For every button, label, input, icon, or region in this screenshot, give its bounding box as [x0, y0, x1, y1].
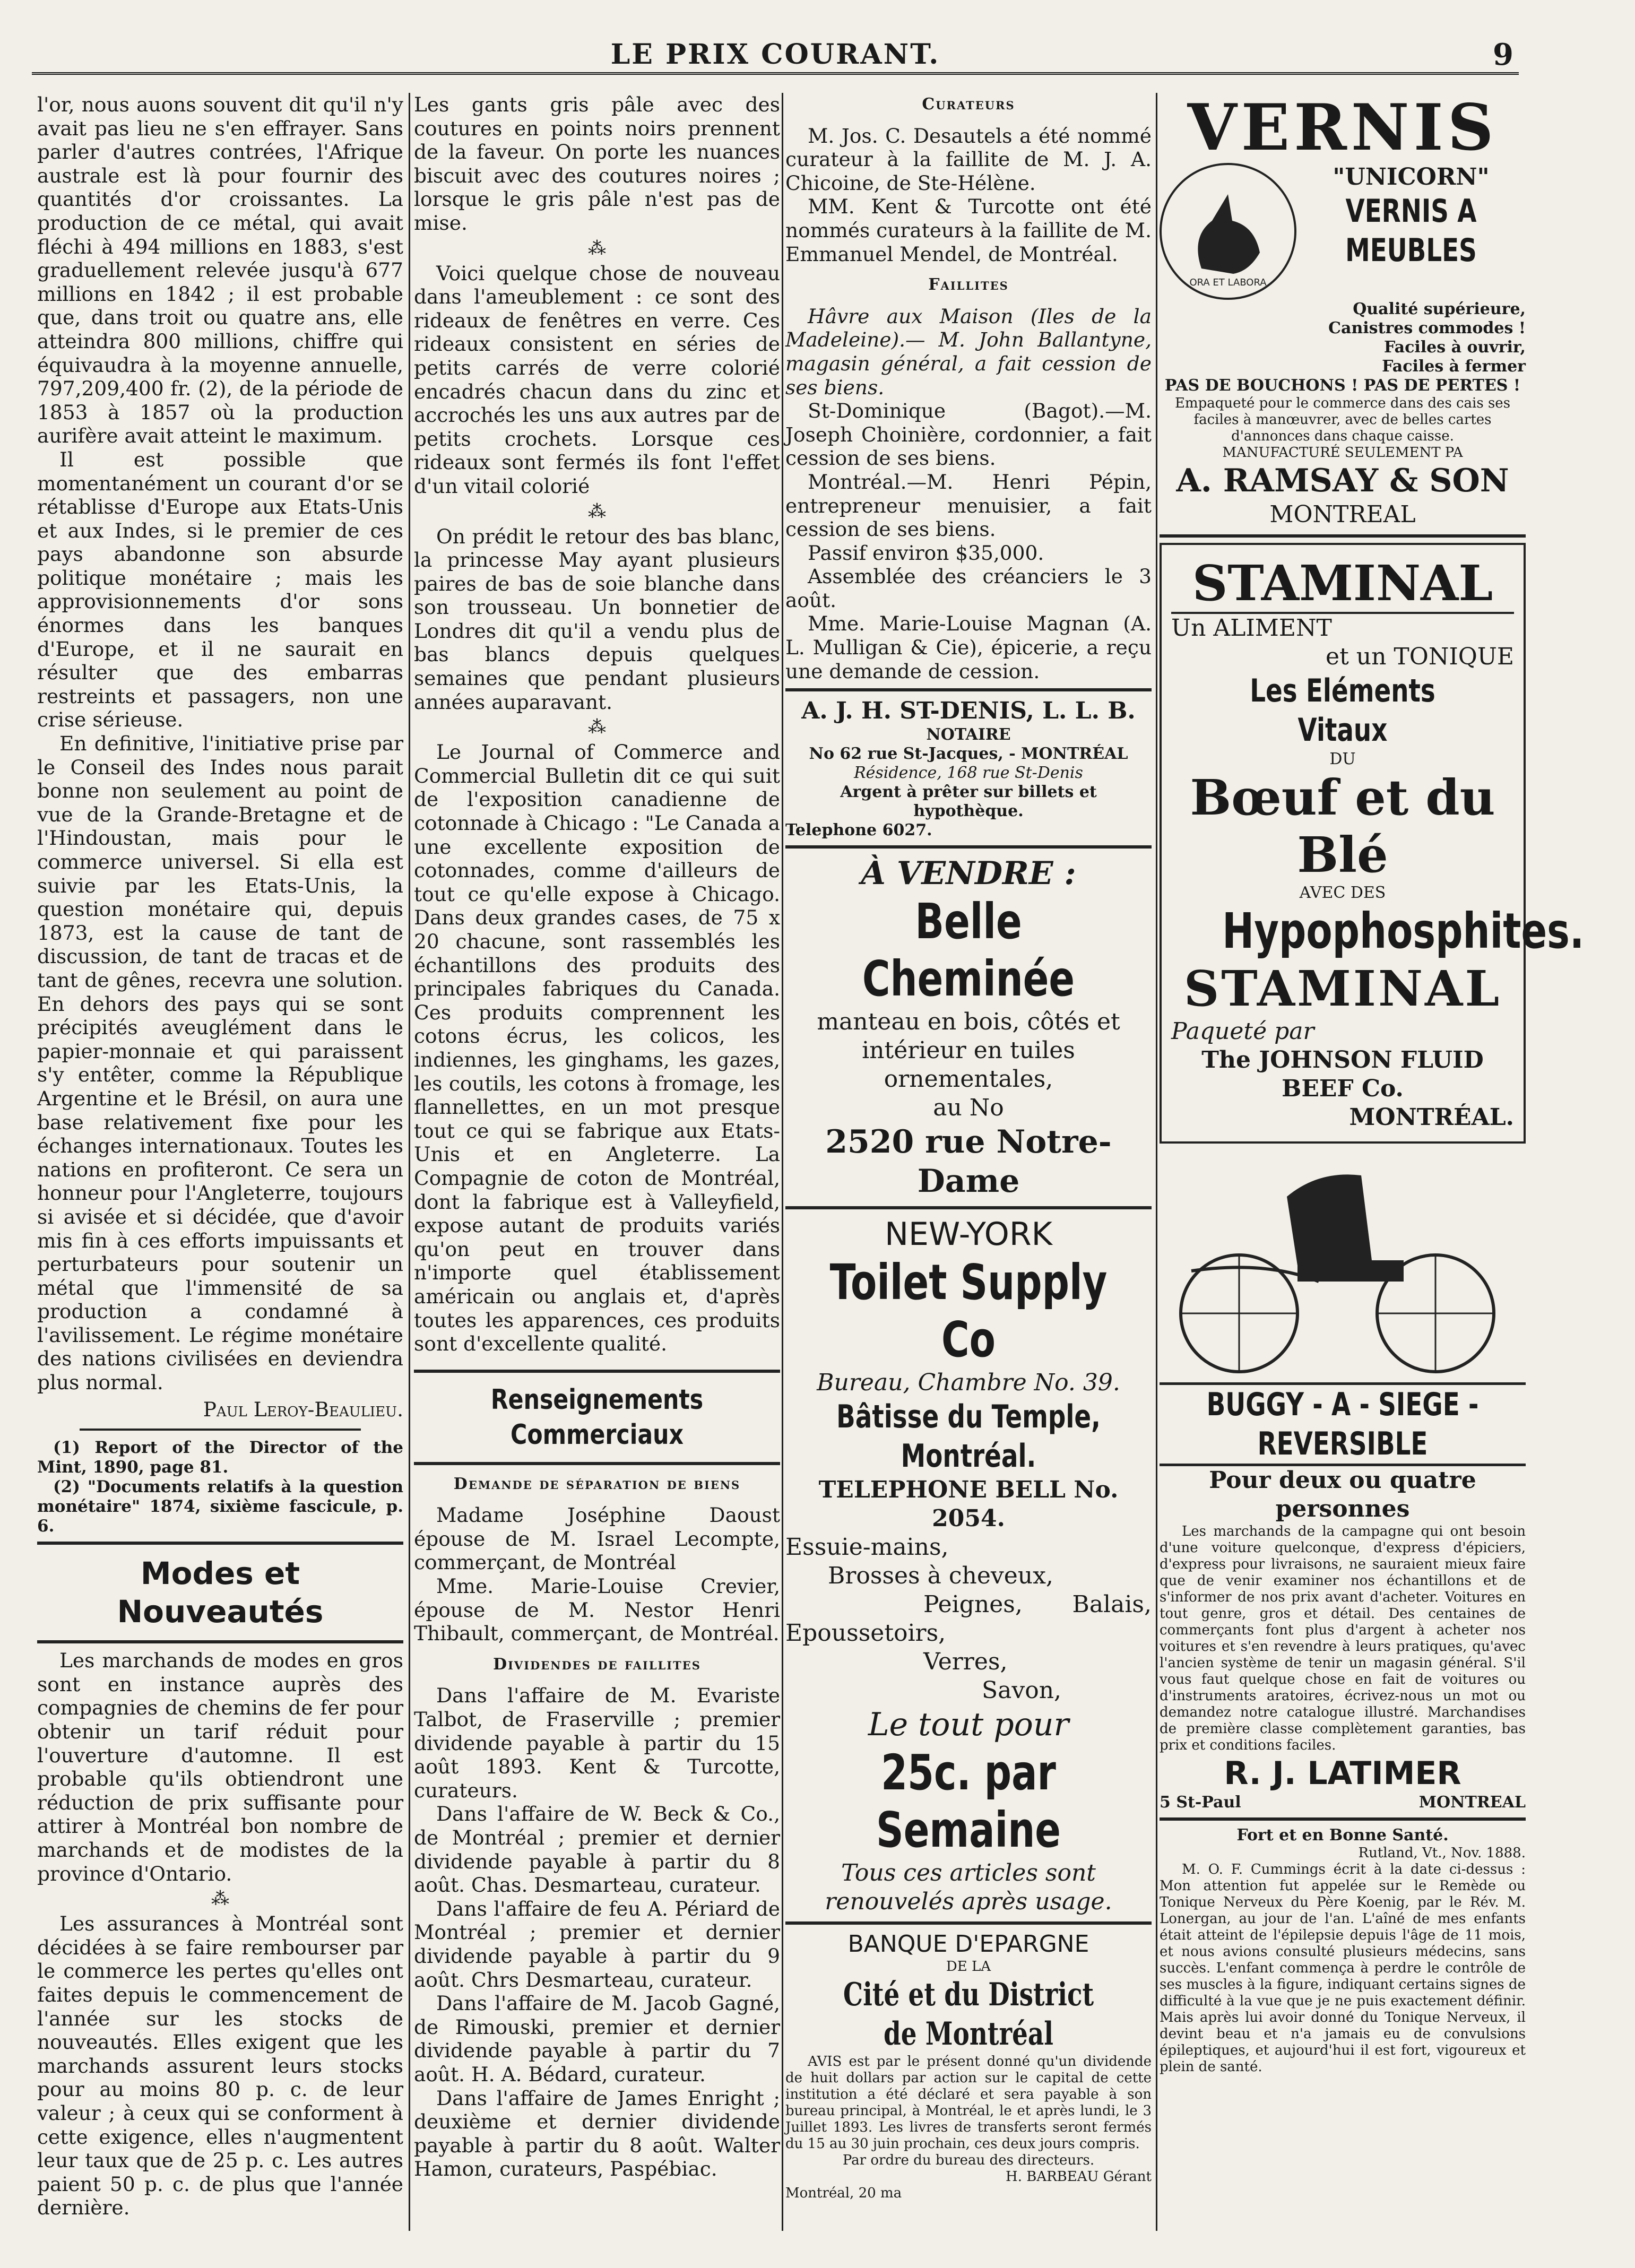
- staminal-title: STAMINAL: [1183, 960, 1502, 1017]
- notaire-residence: Résidence, 168 rue St-Denis: [854, 764, 1083, 783]
- unicorn-logo: [1170, 173, 1286, 290]
- ad-text: Les Eléments Vitaux: [1250, 672, 1435, 749]
- notice-paragraph: Assemblée des créanciers le 3 août.: [785, 565, 1152, 612]
- bank-city: Cité et du District de Montréal: [843, 1976, 1094, 2053]
- article-paragraph: l'or, nous auons souvent dit qu'il n'y avait pas lieu ne s'en effrayer. Sans parler d'autres contrées, l'Afrique australe est là pour fournir des quantités d'or croissantes. La production de ce métal, qui avait fléchi à 494 millions en 1883, s'est graduellement relevée jusqu'à 677 millions en 1842 ; il est probable que, dans troit ou quatre ans, elle atteindra 800 millions, chiffre qui équivaudra à la moyenne annuelle, 797,209,400 fr. (2), de la période de 1853 à 1857 où la production aurifère avait atteint le maximum.: [37, 93, 403, 448]
- ad-text: Le tout pour: [868, 1706, 1069, 1744]
- column-1: [37, 93, 403, 2231]
- newspaper-title: LE PRIX COURANT.: [610, 38, 940, 71]
- ad-item: Essuie-mains,: [785, 1534, 949, 1561]
- notice-paragraph: Montréal.—M. Henri Pépin, entrepreneur menuisier, a fait cession de ses biens.: [785, 470, 1152, 541]
- divider: [1160, 534, 1526, 538]
- vernis-meubles: VERNIS A MEUBLES: [1345, 193, 1477, 269]
- footnote: (2) "Documents relatifs à la question monétaire" 1874, sixième fascicule, p. 6.: [37, 1477, 403, 1536]
- latimer-name: R. J. LATIMER: [1224, 1754, 1461, 1792]
- article-paragraph: Les gants gris pâle avec des coutures en points noirs prennent de la faveur. On porte les nuances biscuit avec des coutures noires ; lorsque le gris pâle n'est pas de mise.: [414, 93, 780, 235]
- divider: [414, 1462, 780, 1465]
- ad-address: 2520 rue Notre-Dame: [825, 1123, 1112, 1200]
- ad-building: Bâtisse du Temple, Montréal.: [836, 1398, 1101, 1475]
- ad-text: Un ALIMENT: [1171, 614, 1332, 642]
- notice-paragraph: St-Dominique (Bagot).—M. Joseph Choinière, cordonnier, a fait cession de ses biens.: [785, 399, 1152, 470]
- notice-paragraph: MM. Kent & Turcotte ont été nommés curateurs à la faillite de M. Emmanuel Mendel, de Montréal.: [785, 195, 1152, 266]
- bank-manager: H. BARBEAU Gérant: [1006, 2169, 1152, 2185]
- article-paragraph: Voici quelque chose de nouveau dans l'ameublement : ce sont des rideaux de fenêtres en verre. Ces rideaux consistent en séries de petits carrés de verre colorié encadrés chacun dans du zinc et accrochés les uns aux autres par de petits crochets. Lorsque ces rideaux sont fermés ils font l'effet d'un vitail colorié: [414, 261, 780, 498]
- toilet-supply-ad: [785, 1215, 1152, 1916]
- notice-paragraph: Dans l'affaire de M. Evariste Talbot, de Fraserville ; premier dividende payable à partir du 15 août 1893. Kent & Turcotte, curateurs.: [414, 1684, 780, 1802]
- notice-paragraph: Mme. Marie-Louise Magnan (A. L. Mulligan & Cie), épicerie, a reçu une demande de cession.: [785, 612, 1152, 683]
- bank-notice: AVIS est par le présent donné qu'un dividende de huit dollars par action sur le capital de cette institution a été déclaré et sera payable à son bureau principal, à Montréal, le et après lundi, le 3 Juillet 1893. Les livres de transferts seront fermés du 15 au 30 juin prochain, ces deux jours compris.: [785, 2054, 1152, 2152]
- subsection-heading: Demande de séparation de biens: [453, 1474, 741, 1493]
- buggy-illustration: [1160, 1154, 1526, 1377]
- vernis-ad: [1160, 90, 1526, 529]
- notice-paragraph: Dans l'affaire de feu A. Périard de Montréal ; premier et dernier dividende payable à partir du 9 août. Chrs Desmarteau, curateur.: [414, 1897, 780, 1992]
- divider: [785, 1921, 1152, 1925]
- testimonial-place: Rutland, Vt., Nov. 1888.: [1358, 1845, 1526, 1861]
- notice-paragraph: Mme. Marie-Louise Crevier, épouse de M. Nestor Henri Thibault, commerçant, de Montréal.: [414, 1574, 780, 1646]
- notaire-ad: [785, 697, 1152, 840]
- ad-slogan: PAS DE BOUCHONS ! PAS DE PERTES !: [1164, 376, 1521, 395]
- unicorn-label: "UNICORN": [1333, 163, 1490, 191]
- ad-heading: VERNIS: [1187, 90, 1498, 165]
- cheminee-ad: [785, 854, 1152, 1201]
- ad-company: Toilet Supply Co: [829, 1254, 1108, 1369]
- column-rule: [409, 93, 410, 2231]
- testimonial-title: Fort et en Bonne Santé.: [1236, 1825, 1449, 1845]
- ad-text: DU: [1329, 750, 1356, 768]
- ad-item: Savon,: [982, 1677, 1062, 1704]
- ad-text: Paqueté par: [1171, 1018, 1314, 1045]
- ad-text: Tous ces articles sont renouvelés après usage.: [825, 1859, 1112, 1916]
- vernis-row: [1160, 163, 1526, 300]
- notice-paragraph: Dans l'affaire de W. Beck & Co., de Montréal ; premier et dernier dividende payable à partir du 8 août. Chas. Desmarteau, curateur.: [414, 1802, 780, 1897]
- bank-de-la: DE LA: [946, 1959, 991, 1975]
- article-paragraph: On prédit le retour des bas blanc, la princesse May ayant plusieurs paires de bas de soie blanche dans son trousseau. Un bonnetier de Londres dit qu'il a vendu plus de bas blancs depuis quelques semaines que pendant plusieurs années auparavant.: [414, 524, 780, 714]
- ad-city: MONTRÉAL.: [1349, 1104, 1514, 1131]
- footnote: (1) Report of the Director of the Mint, 1890, page 81.: [37, 1438, 403, 1477]
- divider: [785, 1206, 1152, 1209]
- ad-manuf: MANUFACTURÉ SEULEMENT PA: [1222, 445, 1463, 461]
- ad-item: Brosses à cheveux,: [828, 1562, 1053, 1590]
- quality-line: Faciles à ouvrir,: [1384, 338, 1526, 357]
- buggy-ad: [1160, 1154, 1526, 1812]
- asterism: ⁂: [588, 237, 606, 259]
- subsection-heading: Dividendes de faillites: [493, 1655, 701, 1674]
- ad-city: NEW-YORK: [885, 1216, 1052, 1253]
- article-paragraph: En definitive, l'initiative prise par le Conseil des Indes nous parait bonne non seulement au point de vue de la Grande-Bretagne et de l'Hindoustan, mais pour le commerce universel. Si ella est suivie par les Etats-Unis, la question monétaire qui, depuis 1873, est la cause de tant de discussion, de tant de tracas et de tant de gênes, recevra une solution. En dehors des pays qui se sont précipités aveuglément dans le papier-monnaie et qui paraissent s'y entêter, comme la République Argentine et le Brésil, on aura une base relativement fixe pour les échanges internationaux. Toutes les nations en profiteront. Ce sera un honneur pour l'Angleterre, toujours si avisée et si décidée, que d'avoir mis fin à ces efforts impuissants et perturbateurs pour soutenir un métal que l'immensité de sa production a condamné à l'avilissement. Le régime monétaire des nations civilisées en deviendra plus normal.: [37, 732, 403, 1395]
- notice-paragraph: Dans l'affaire de James Enright ; deuxième et dernier dividende payable à partir du 8 août. Walter Hamon, curateurs, Paspébiac.: [414, 2086, 780, 2181]
- subsection-heading: Curateurs: [922, 95, 1015, 114]
- ad-text: et un TONIQUE: [1326, 643, 1514, 670]
- ad-text: AVEC DES: [1299, 884, 1386, 902]
- column-2: [414, 93, 780, 2231]
- divider: [37, 1542, 403, 1545]
- divider: [1160, 1817, 1526, 1821]
- bank-name: BANQUE D'EPARGNE: [847, 1931, 1089, 1958]
- bank-order: Par ordre du bureau des directeurs.: [842, 2152, 1095, 2169]
- ad-text: Hypophosphites.: [1222, 903, 1585, 959]
- ad-item: Epoussetoirs,: [785, 1620, 946, 1647]
- divider: [414, 1370, 780, 1373]
- article-signature: Paul Leroy-Beaulieu.: [203, 1397, 403, 1421]
- article-paragraph: Il est possible que momentanément un courant d'or se rétablisse d'Europe aux Etats-Unis et aux Indes, si le premier de ces pays abandonne son absurde politique monétaire ; mais les approvisionnements d'or sons énormes dans les banques d'Europe, et il ne saurait en résulter que des embarras restreints et passagers, non une crise sérieuse.: [37, 447, 403, 732]
- ad-price: 25c. par Semaine: [876, 1744, 1061, 1859]
- divider: [37, 1640, 403, 1643]
- asterism: ⁂: [211, 1888, 229, 1910]
- notice-paragraph: Dans l'affaire de M. Jacob Gagné, de Rimouski, premier et dernier dividende payable à partir du 7 août. H. A. Bédard, curateur.: [414, 1992, 780, 2086]
- ad-text: Empaqueté pour le commerce dans des cais ses faciles à manœuvrer, avec de belles cartes d'annonces dans chaque caisse.: [1174, 395, 1511, 444]
- article-paragraph: Les marchands de modes en gros sont en instance auprès des compagnies de chemins de fer pour obtenir un tarif réduit pour l'ouverture d'automne. Il est probable qu'ils obtiendront une réduction de prix suffisante pour attirer à Montréal bon nombre de marchands et de modistes de la province d'Ontario.: [37, 1649, 403, 1885]
- ad-description: manteau en bois, côtés et intérieur en tuiles ornementales,: [817, 1008, 1120, 1093]
- bank-date: Montréal, 20 ma: [785, 2185, 902, 2202]
- ad-item-row: Peignes, Balais,: [923, 1591, 1152, 1618]
- quality-line: Qualité supérieure,: [1353, 300, 1526, 318]
- staminal-title: STAMINAL: [1171, 555, 1514, 614]
- unicorn-icon: [1160, 163, 1296, 300]
- ad-company: The JOHNSON FLUID BEEF Co.: [1201, 1046, 1484, 1102]
- subsection-heading: Faillites: [928, 275, 1009, 295]
- banque-ad: [785, 1930, 1152, 2202]
- asterism: ⁂: [588, 716, 606, 738]
- buggy-subtitle: Pour deux ou quatre personnes: [1209, 1466, 1476, 1522]
- notice-paragraph: Madame Joséphine Daoust épouse de M. Israel Lecompte, commerçant, de Montréal: [414, 1503, 780, 1574]
- buggy-title: BUGGY - A - SIEGE - REVERSIBLE: [1160, 1382, 1526, 1466]
- section-title: Modes et Nouveautés: [117, 1555, 324, 1630]
- notaire-phone: Telephone 6027.: [785, 821, 932, 840]
- divider: [785, 688, 1152, 691]
- staminal-ad: [1160, 543, 1585, 1144]
- ad-text: Bœuf et du Blé: [1190, 769, 1495, 884]
- latimer-address: 5 St-Paul MONTREAL: [1160, 1793, 1526, 1812]
- ad-product: Belle Cheminée: [862, 893, 1075, 1008]
- notaire-title: NOTAIRE: [926, 725, 1011, 745]
- ad-item: Verres,: [923, 1648, 1008, 1676]
- notaire-loan: Argent à prêter sur billets et hypothèque.: [840, 783, 1097, 821]
- article-paragraph: Les assurances à Montréal sont décidées à se faire rembourser par le commerce les pertes qu'elles ont faites depuis le commencement de l'année sur les stocks de nouveautés. Elles exigent que les marchands assurent leurs stocks pour au moins 80 p. c. de leur valeur ; à ceux qui se conforment à cette exigence, elles n'augmentent leur taux que de 25 p. c. Les autres paient 50 p. c. de plus que l'année dernière.: [37, 1912, 403, 2220]
- ad-address-label: au No: [933, 1094, 1004, 1122]
- page-number: 9: [1493, 37, 1513, 72]
- notaire-name: A. J. H. ST-DENIS, L. L. B.: [801, 697, 1136, 725]
- notaire-address: No 62 rue St-Jacques, - MONTRÉAL: [809, 745, 1128, 764]
- asterism: ⁂: [588, 500, 606, 522]
- ad-city: MONTREAL: [1269, 501, 1416, 528]
- ad-phone: TELEPHONE BELL No. 2054.: [818, 1476, 1119, 1533]
- column-rule: [782, 93, 783, 2231]
- notice-paragraph: M. Jos. C. Desautels a été nommé curateur à la faillite de M. J. A. Chicoine, de Ste-Hélène.: [785, 124, 1152, 195]
- ad-company: A. RAMSAY & SON: [1176, 462, 1509, 499]
- buggy-text: Les marchands de la campagne qui ont besoin d'une voiture quelconque, d'express d'épiciers, d'express pour livraisons, ne sauraient mieux faire que de venir examiner nos échantillons et de s'informer de nos prix avant d'acheter. Voitures en tout genre, gros et détail. Des centaines de commerçants font plus d'argent à acheter nos voitures et s'en revendre à leurs pratiques, qu'avec l'ancien système de tenir un magasin général. S'il vous faut quelque chose en fait de voitures ou d'instruments aratoires, écrivez-nous un mot ou demandez notre catalogue illustré. Marchandises de première classe complètement garanties, bas prix et conditions faciles.: [1160, 1523, 1526, 1753]
- divider: [80, 1429, 361, 1431]
- ad-office: Bureau, Chambre No. 39.: [817, 1369, 1120, 1397]
- notice-paragraph: Hâvre aux Maison (Iles de la Madeleine).— M. John Ballantyne, magasin général, a fait cession de ses biens.: [785, 304, 1152, 399]
- ad-heading: À VENDRE :: [861, 855, 1076, 893]
- testimonial-text: M. O. F. Cummings écrit à la date ci-dessus : Mon attention fut appelée sur le Remède ou Tonique Nerveux du Père Koenig, par le Rév. M. Lonergan, au jour de l'an. L'aîné de mes enfants était atteint de l'épilepsie depuis l'âge de 11 mois, et nous avions consulté plusieurs médecins, sans succès. L'enfant commença à perdre le contrôle de ses muscles à la figure, indiquant certains signes de difficulté à la vue que je ne puis exactement définir. Mais après lui avoir donné du Tonique Nerveux, il devint beau et n'a jamais eu de convulsions épileptiques, et aujourd'hui il est fort, vigoureux et plein de santé.: [1160, 1861, 1526, 2075]
- section-title: Renseignements Commerciaux: [490, 1383, 704, 1451]
- column-rule: [1156, 93, 1157, 2231]
- column-4: [1160, 90, 1585, 2231]
- svg-text:ORA ET LABORA: ORA ET LABORA: [1189, 277, 1267, 288]
- quality-line: Faciles à fermer: [1382, 357, 1526, 376]
- divider: [785, 845, 1152, 849]
- testimonial: [1160, 1826, 1526, 2075]
- article-paragraph: Le Journal of Commerce and Commercial Bulletin dit ce qui suit de l'exposition canadienne de cotonnade à Chicago : "Le Canada a une excellente exposition de cotonnades, comme d'ailleurs de tout ce qu'elle expose à Chicago. Dans deux grandes cases, de 75 x 20 chacune, sont rassemblés les échantillons des produits des principales fabriques du Canada. Ces produits comprennent les cotons écrus, les colicos, les indiennes, les ginghams, les gazes, les coutils, les cotons à fromage, les flannellettes, en un mot presque tout ce qui se fabrique aux Etats-Unis et en Angleterre. La Compagnie de coton de Montréal, dont la fabrique est à Valleyfield, expose autant de produits variés qu'on peut en trouver dans n'importe quel établissement américain ou anglais et, d'après toutes les apparences, ces produits sont d'excellente qualité.: [414, 740, 780, 1356]
- quality-line: Canistres commodes !: [1328, 319, 1526, 337]
- page-header: [32, 35, 1519, 75]
- column-3: [785, 93, 1152, 2231]
- notice-paragraph: Passif environ $35,000.: [808, 541, 1044, 565]
